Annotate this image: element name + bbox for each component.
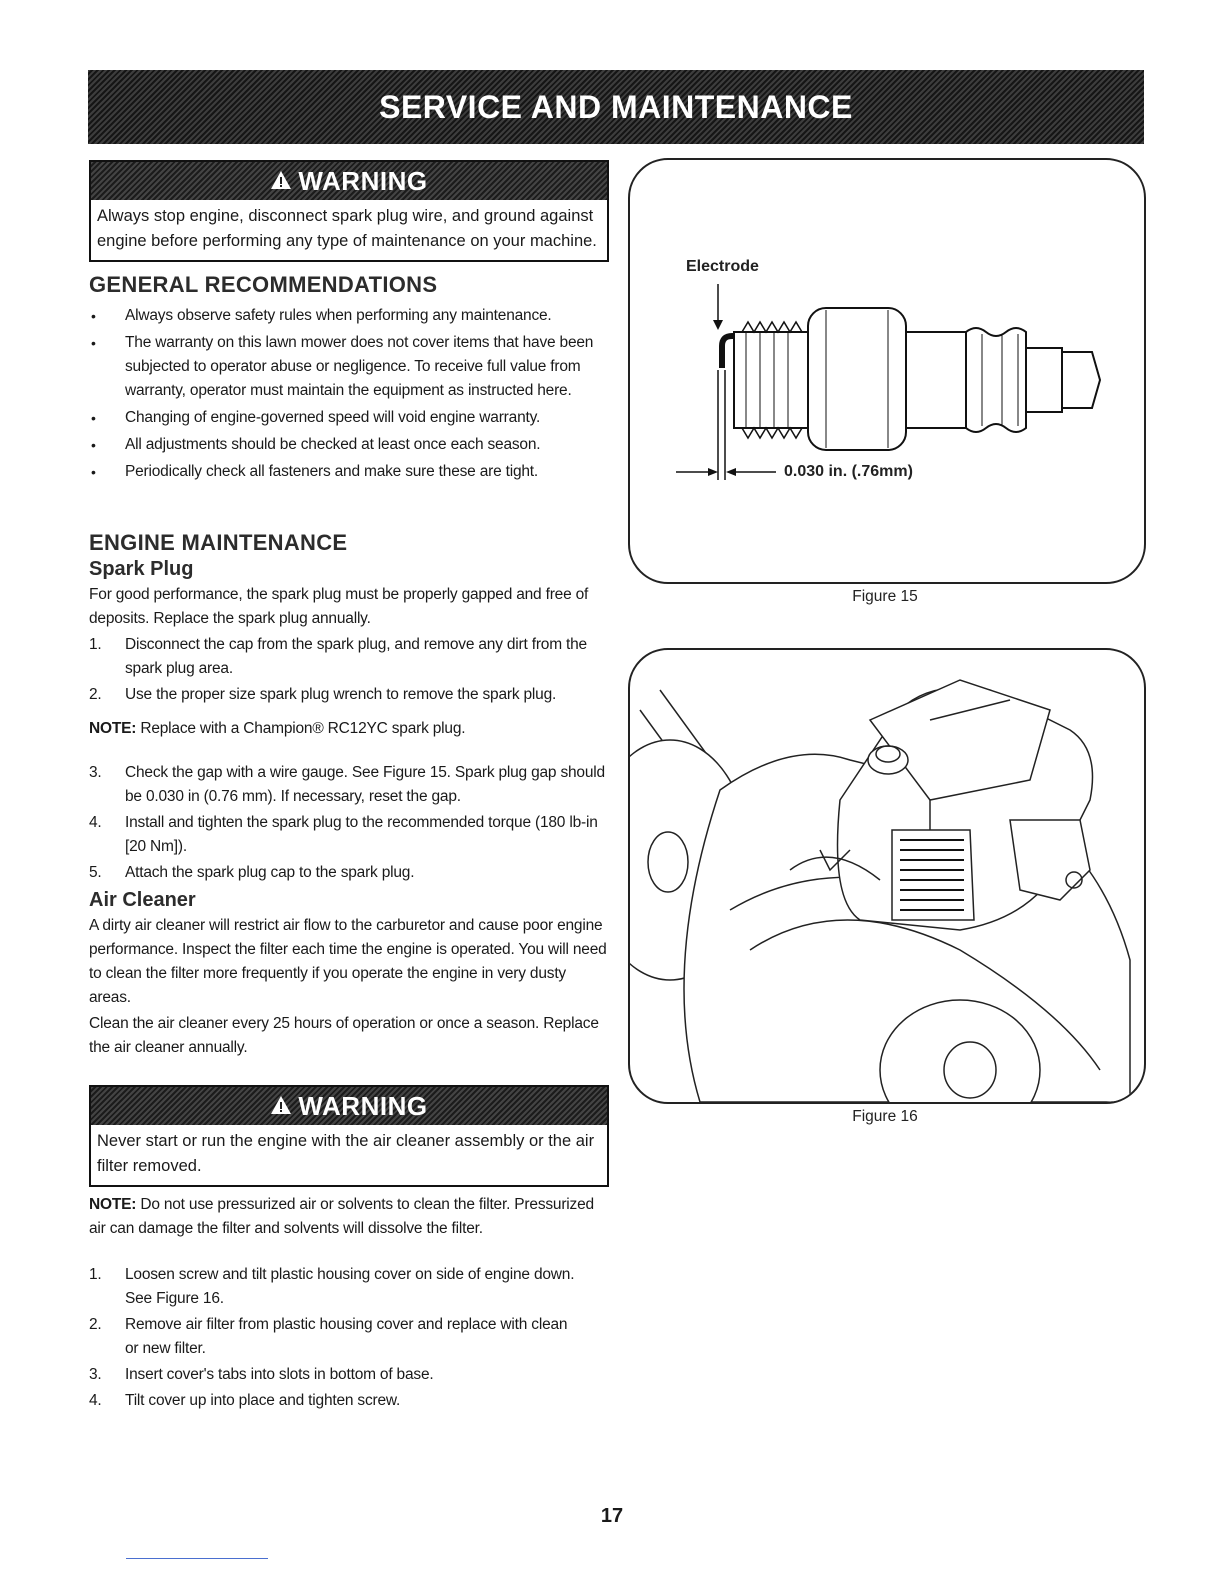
list-item: 4. Tilt cover up into place and tighten screw. — [89, 1392, 401, 1409]
warning-header — [91, 1087, 607, 1125]
warning-box-air-filter — [89, 1085, 609, 1187]
spark-steps-a — [89, 633, 609, 707]
list-item: • Changing of engine-governed speed will void engine warranty. — [89, 406, 609, 430]
air-cleaner-paragraph-2: Clean the air cleaner every 25 hours of operation or once a season. Replace the air cleaner annually. — [89, 1015, 599, 1056]
air-cleaner-procedure — [89, 1193, 609, 1413]
warning-label: WARNING — [298, 1090, 428, 1121]
list-item: • All adjustments should be checked at least once each season. — [89, 433, 609, 457]
spark-plug-diagram — [630, 160, 1144, 582]
engine-air-cleaner-diagram — [630, 650, 1144, 1102]
warning-text: Never start or run the engine with the air cleaner assembly or the air filter removed. — [97, 1132, 595, 1175]
engine-heading: ENGINE MAINTENANCE — [89, 530, 348, 555]
spark-steps-b — [89, 761, 609, 885]
figure-15-caption: Figure 15 — [852, 588, 918, 605]
footer-divider — [126, 1558, 268, 1559]
warning-triangle-icon — [270, 166, 292, 197]
warning-box-maintenance — [89, 160, 609, 262]
figure-16-panel — [628, 648, 1146, 1104]
air-filter-note: NOTE: Do not use pressurized air or solvents to clean the filter. Pressurized air can damage the filter and solvents will dissolve the filter. — [89, 1196, 594, 1237]
warning-text: Always stop engine, disconnect spark plug wire, and ground against engine before performing any type of maintenance on your machine. — [97, 207, 597, 250]
section-banner — [88, 70, 1144, 144]
list-item: • Periodically check all fasteners and make sure these are tight. — [89, 460, 609, 484]
list-item: 3. Check the gap with a wire gauge. See Figure 15. Spark plug gap should be 0.030 in (0.76 mm). If necessary, reset the gap. — [89, 764, 605, 805]
electrode-label: Electrode — [686, 258, 759, 275]
air-filter-steps — [89, 1263, 579, 1413]
list-item: 1. Disconnect the cap from the spark plug, and remove any dirt from the spark plug area. — [89, 636, 587, 677]
general-heading: GENERAL RECOMMENDATIONS — [89, 272, 438, 297]
list-item: • The warranty on this lawn mower does not cover items that have been subjected to operator abuse or negligence. To receive full value from warranty, operator must maintain the equipment as instructed here. — [89, 331, 609, 403]
section-title: SERVICE AND MAINTENANCE — [379, 88, 853, 125]
spark-plug-heading: Spark Plug — [89, 558, 194, 580]
air-cleaner-heading: Air Cleaner — [89, 889, 196, 911]
air-cleaner-paragraph: A dirty air cleaner will restrict air flow to the carburetor and cause poor engine performance. Inspect the filter each time the engine is operated. You will need to clean the filter more frequently if you operate the engine in very dusty areas. — [89, 917, 607, 1006]
list-item: 2. Use the proper size spark plug wrench to remove the spark plug. — [89, 686, 557, 703]
list-item: 5. Attach the spark plug cap to the spark plug. — [89, 864, 415, 881]
page-number: 17 — [600, 1505, 624, 1527]
spark-plug-note: NOTE: Replace with a Champion® RC12YC spark plug. — [89, 720, 466, 737]
gap-label: 0.030 in. (.76mm) — [784, 463, 913, 480]
spark-plug-intro: For good performance, the spark plug must be properly gapped and free of deposits. Replace the spark plug annually. — [89, 586, 589, 627]
warning-triangle-icon — [270, 1091, 292, 1122]
list-item: • Always observe safety rules when performing any maintenance. — [89, 304, 609, 328]
warning-header — [91, 162, 607, 200]
general-bullet-list — [89, 304, 609, 484]
engine-maintenance-section — [89, 530, 609, 1060]
warning-label: WARNING — [298, 165, 428, 196]
list-item: 3. Insert cover's tabs into slots in bottom of base. — [89, 1366, 434, 1383]
general-recommendations-section — [89, 272, 609, 484]
figure-15-panel — [628, 158, 1146, 584]
list-item: 1. Loosen screw and tilt plastic housing cover on side of engine down. See Figure 16. — [89, 1266, 575, 1307]
list-item: 2. Remove air filter from plastic housing cover and replace with clean or new filter. — [89, 1316, 568, 1357]
figure-16-caption: Figure 16 — [852, 1108, 918, 1125]
list-item: 4. Install and tighten the spark plug to the recommended torque (180 lb-in [20 Nm]). — [89, 814, 598, 855]
